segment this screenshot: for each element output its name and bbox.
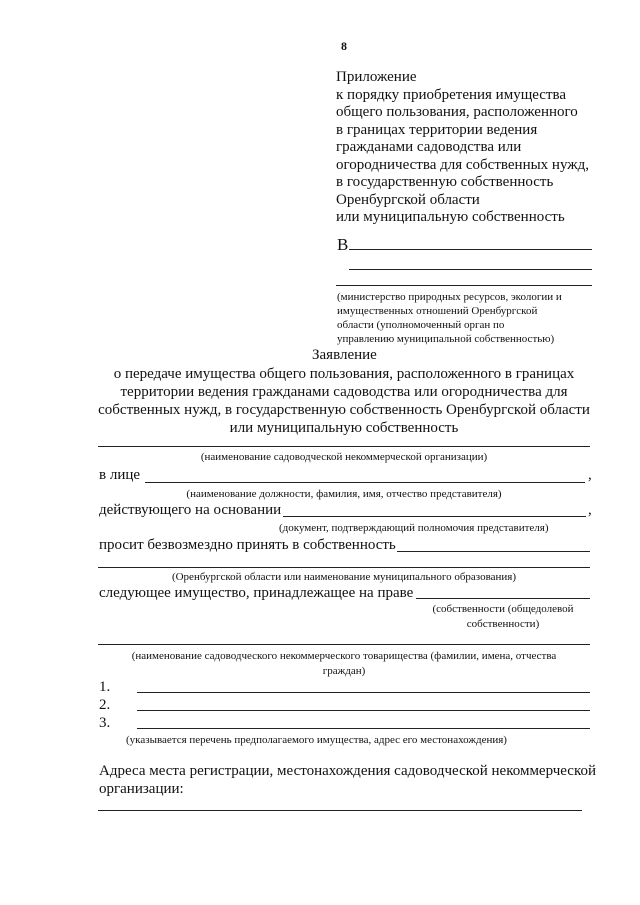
recipient-caption-line: управлению муниципальной собственностью) [337, 333, 555, 345]
address-line[interactable] [98, 810, 582, 811]
property-label: следующее имущество, принадлежащее на праве [99, 585, 414, 601]
recipient-prefix: В [337, 235, 349, 254]
item-number: 3. [99, 715, 111, 731]
address-label [99, 762, 596, 798]
acting-comma: , [588, 502, 592, 518]
annex-line: в границах территории ведения [336, 121, 538, 138]
partnership-caption-line: (наименование садоводческого некоммерческого товарищества (фамилии, имена, отчества [131, 650, 557, 662]
recipient-caption-line: области (уполномоченный орган по [337, 319, 505, 331]
statement-subtitle-line: о передаче имущества общего пользования, расположенного в границах [113, 366, 575, 382]
org-name-caption: (наименование садоводческой некоммерческой организации) [200, 451, 488, 463]
statement-title: Заявление [312, 347, 377, 363]
annex-line: Приложение [336, 69, 417, 85]
representative-caption: (наименование должности, фамилия, имя, отчество представителя) [186, 488, 502, 500]
acting-line[interactable] [283, 516, 586, 517]
annex-header [336, 69, 589, 227]
statement-subtitle-line: собственных нужд, в государственную собственность Оренбургской области [98, 402, 590, 418]
recipient-line-1[interactable] [349, 249, 592, 250]
item-line[interactable] [137, 728, 590, 729]
in-person-comma: , [588, 467, 592, 483]
statement-subtitle-line: или муниципальную собственность [229, 420, 459, 436]
recipient-line-3[interactable] [336, 285, 592, 286]
property-right-line[interactable] [416, 598, 590, 599]
right-caption-line: (собственности (общедолевой [432, 603, 574, 615]
item-number: 1. [99, 679, 111, 695]
annex-line: или муниципальную собственность [336, 209, 565, 225]
org-name-line[interactable] [98, 446, 590, 447]
recipient-line-2[interactable] [349, 269, 592, 270]
document-caption: (документ, подтверждающий полномочия представителя) [279, 522, 549, 534]
annex-line: к порядку приобретения имущества [336, 86, 567, 103]
request-label: просит безвозмездно принять в собственность [99, 537, 396, 553]
right-caption [412, 602, 594, 632]
partnership-line[interactable] [98, 644, 590, 645]
annex-line: в государственную собственность [336, 174, 554, 190]
in-person-label: в лице [99, 467, 141, 483]
recipient-caption-line: (министерство природных ресурсов, экологии и [337, 291, 562, 303]
statement-subtitle-line: территории ведения гражданами садоводства или огородничества для [120, 384, 568, 400]
annex-line: огородничества для собственных нужд, [336, 156, 589, 173]
address-label-line: организации: [99, 781, 184, 797]
in-person-line[interactable] [145, 482, 585, 483]
page-number: 8 [341, 39, 347, 53]
annex-line: общего пользования, расположенного [336, 104, 578, 120]
annex-line: Оренбургской области [336, 191, 480, 208]
partnership-caption [92, 649, 596, 679]
partnership-caption-line: граждан) [322, 665, 366, 677]
acting-label: действующего на основании [99, 502, 282, 518]
address-label-line: Адреса места регистрации, местонахождения садоводческой некоммерческой [99, 763, 597, 779]
statement-subtitle [60, 365, 628, 437]
item-line[interactable] [137, 692, 590, 693]
items-caption: (указывается перечень предполагаемого имущества, адрес его местонахождения) [126, 734, 507, 746]
request-line[interactable] [397, 551, 590, 552]
owner-caption: (Оренбургской области или наименование муниципального образования) [171, 571, 517, 583]
item-line[interactable] [137, 710, 590, 711]
item-number: 2. [99, 697, 111, 713]
annex-line: гражданами садоводства или [336, 139, 522, 155]
right-caption-line: собственности) [466, 618, 540, 630]
recipient-caption-line: имущественных отношений Оренбургской [337, 305, 538, 317]
owner-line[interactable] [98, 567, 590, 568]
recipient-caption [337, 290, 562, 346]
